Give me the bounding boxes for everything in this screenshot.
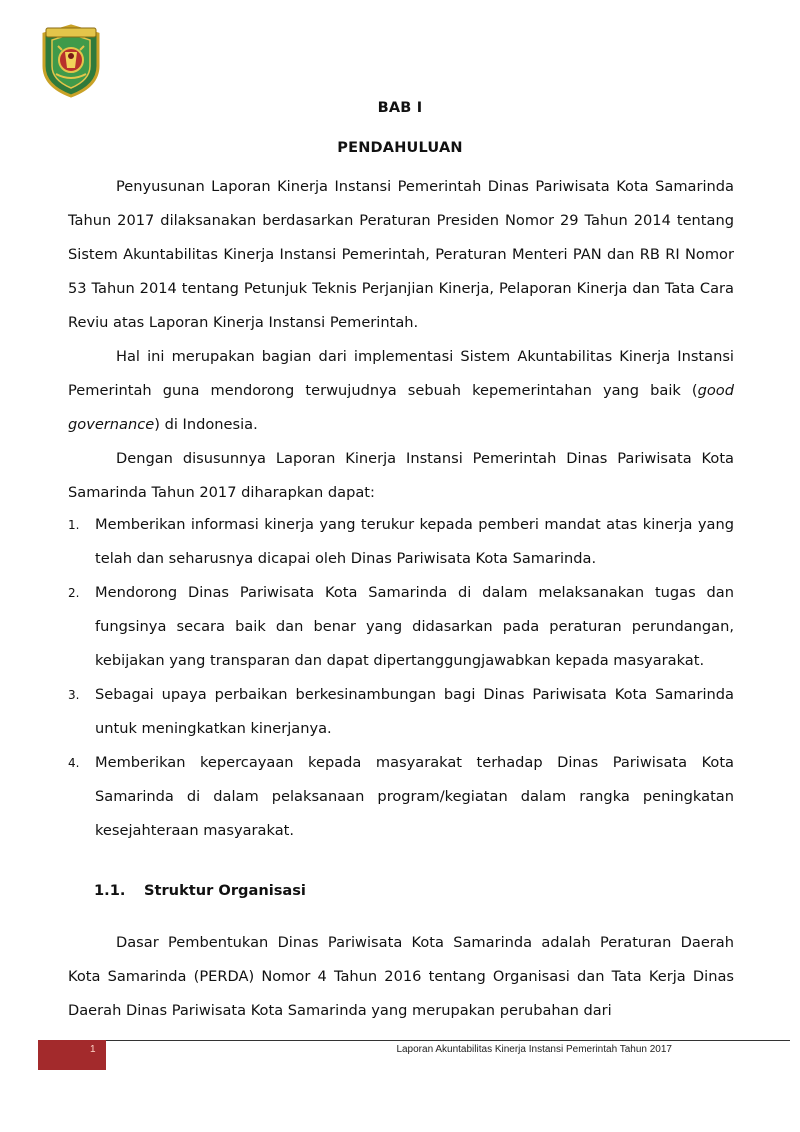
intro-paragraph-2 bbox=[68, 340, 734, 442]
chapter-number: BAB I bbox=[377, 100, 423, 116]
chapter-title: PENDAHULUAN bbox=[337, 140, 463, 156]
footer-divider bbox=[38, 1040, 790, 1041]
list-item-text: Sebagai upaya perbaikan berkesinambungan bagi Dinas Pariwisata Kota Samarinda untuk meningkatkan kinerjanya. bbox=[95, 686, 734, 737]
list-item-text: Memberikan informasi kinerja yang terukur kepada pemberi mandat atas kinerja yang telah dan seharusnya dicapai oleh Dinas Pariwisata Kota Samarinda. bbox=[95, 516, 734, 567]
list-item-number: 3. bbox=[68, 688, 80, 702]
intro-paragraph-3: Dengan disusunnya Laporan Kinerja Instansi Pemerintah Dinas Pariwisata Kota Samarinda Tahun 2017 diharapkan dapat: bbox=[68, 450, 734, 501]
section-paragraph: Dasar Pembentukan Dinas Pariwisata Kota Samarinda adalah Peraturan Daerah Kota Samarinda (PERDA) Nomor 4 Tahun 2016 tentang Organisasi dan Tata Kerja Dinas Daerah Dinas Pariwisata Kota Samarinda yang merupakan perubahan dari bbox=[68, 934, 734, 1019]
city-crest-logo bbox=[38, 22, 104, 98]
list-item-number: 1. bbox=[68, 518, 80, 532]
list-item-number: 2. bbox=[68, 586, 80, 600]
list-item-text: Memberikan kepercayaan kepada masyarakat terhadap Dinas Pariwisata Kota Samarinda di dalam pelaksanaan program/kegiatan dalam rangka peningkatan kesejahteraan masyarakat. bbox=[95, 754, 734, 839]
para2-text-end: ) di Indonesia. bbox=[154, 416, 258, 433]
samarinda-city-crest-icon bbox=[38, 22, 104, 98]
section-heading bbox=[94, 882, 306, 899]
footer-report-title: Laporan Akuntabilitas Kinerja Instansi Pemerintah Tahun 2017 bbox=[396, 1044, 672, 1055]
para2-text-start: Hal ini merupakan bagian dari implementasi Sistem Akuntabilitas Kinerja Instansi Pemerintah guna mendorong terwujudnya sebuah kepemerintahan yang baik ( bbox=[68, 348, 734, 399]
list-item-text: Mendorong Dinas Pariwisata Kota Samarinda di dalam melaksanakan tugas dan fungsinya secara baik dan benar yang didasarkan pada peraturan perundangan, kebijakan yang transparan dan dapat dipertanggungjawabkan kepada masyarakat. bbox=[95, 584, 734, 669]
para2-italic-term: good governance bbox=[68, 382, 734, 433]
list-item-number: 4. bbox=[68, 756, 80, 770]
footer-page-number: 1 bbox=[90, 1044, 96, 1055]
section-number: 1.1. bbox=[94, 882, 126, 899]
section-title: Struktur Organisasi bbox=[144, 882, 306, 899]
intro-paragraph-1: Penyusunan Laporan Kinerja Instansi Pemerintah Dinas Pariwisata Kota Samarinda Tahun 2017 dilaksanakan berdasarkan Peraturan Presiden Nomor 29 Tahun 2014 tentang Sistem Akuntabilitas Kinerja Instansi Pemerintah, Peraturan Menteri PAN dan RB RI Nomor 53 Tahun 2014 tentang Petunjuk Teknis Perjanjian Kinerja, Pelaporan Kinerja dan Tata Cara Reviu atas Laporan Kinerja Instansi Pemerintah. bbox=[68, 178, 734, 331]
